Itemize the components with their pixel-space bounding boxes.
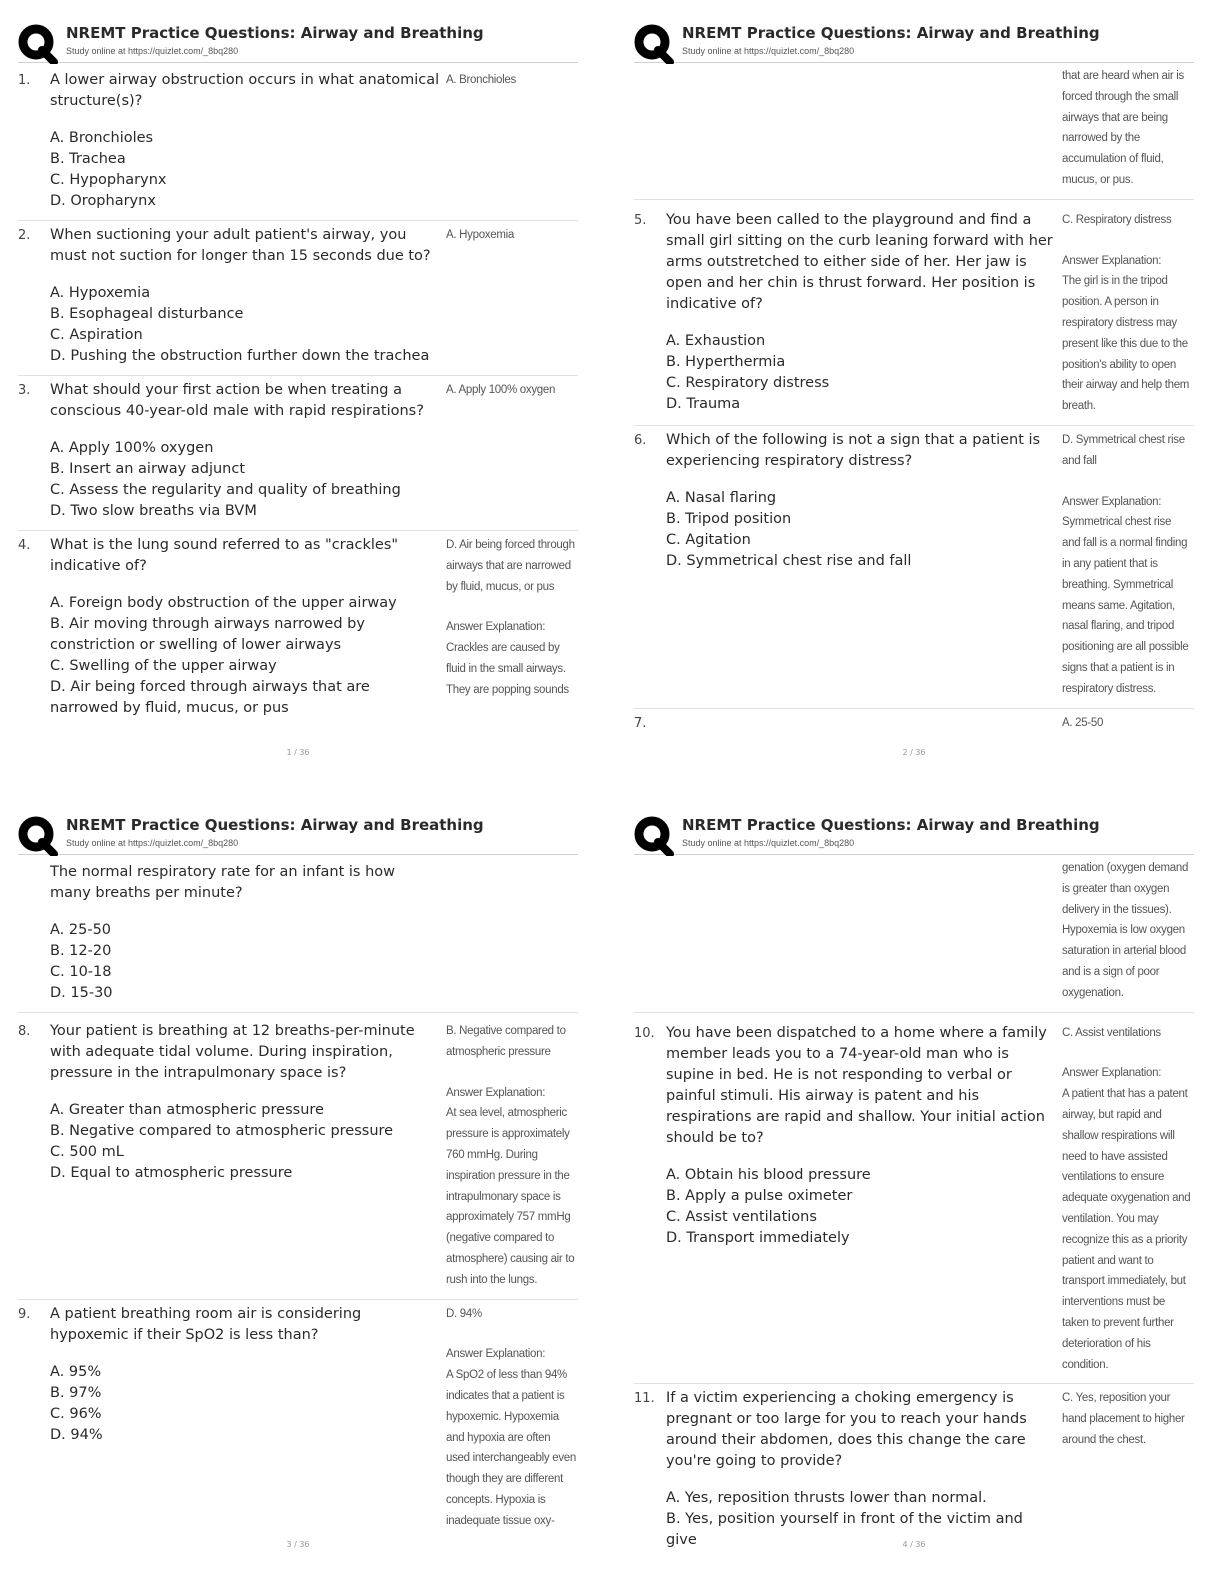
page-header bbox=[18, 810, 578, 855]
question-number: 4. bbox=[18, 538, 31, 553]
question-number: 1. bbox=[18, 73, 31, 88]
continued-explanation-row bbox=[634, 66, 1194, 200]
answer: D. Symmetrical chest rise and fall bbox=[1062, 433, 1185, 467]
choice: D. 15-30 bbox=[50, 985, 113, 1001]
page-3 bbox=[18, 810, 600, 1570]
choice: A. 95% bbox=[50, 1363, 102, 1380]
study-link[interactable]: Study online at https://quizlet.com/_8bq280 bbox=[66, 838, 239, 848]
question-text: A patient breathing room air is considering hypoxemic if their SpO2 is less than? bbox=[50, 1305, 362, 1343]
page-2 bbox=[634, 18, 1216, 778]
choice: B. Hyperthermia bbox=[666, 353, 786, 370]
answer-explanation-label: Answer Explanation: bbox=[446, 1348, 546, 1361]
choice: B. Trachea bbox=[50, 151, 126, 167]
question-text: What is the lung sound referred to as "crackles" indicative of? bbox=[50, 537, 399, 574]
choice: C. Agitation bbox=[666, 531, 751, 548]
answer: B. Negative compared to atmospheric pressure bbox=[446, 1025, 566, 1058]
answer: A. Apply 100% oxygen bbox=[446, 384, 556, 396]
answer-explanation-label: Answer Explanation: bbox=[1062, 1067, 1162, 1080]
answer-explanation: Crackles are caused by fluid in the small airways. They are popping sounds bbox=[446, 642, 569, 696]
choice: B. Esophageal disturbance bbox=[50, 306, 244, 322]
choice: C. Assist ventilations bbox=[666, 1208, 817, 1225]
answer-explanation: Symmetrical chest rise and fall is a normal finding in any patient that is breathing. Symmetrical means same. Agitation, nasal flaring, and tripod positioning are all possible signs that a patient is in respiratory distress. bbox=[1062, 516, 1189, 695]
choice: A. Apply 100% oxygen bbox=[50, 440, 214, 456]
page-header bbox=[634, 810, 1194, 855]
study-link[interactable]: Study online at https://quizlet.com/_8bq280 bbox=[66, 46, 239, 56]
answer-explanation: The girl is in the tripod position. A person in respiratory distress may present like this due to the position's ability to open their airway and help them breath. bbox=[1062, 275, 1190, 413]
choice: B. Insert an airway adjunct bbox=[50, 461, 246, 477]
page-number: 3 / 36 bbox=[286, 1540, 310, 1549]
choice: C. Aspiration bbox=[50, 327, 143, 343]
question-row bbox=[634, 426, 1194, 709]
answer: C. Respiratory distress bbox=[1062, 213, 1172, 226]
choice: B. 12-20 bbox=[50, 943, 112, 959]
choice: B. Air moving through airways narrowed by constriction or swelling of lower airways bbox=[50, 616, 365, 653]
choice: B. Tripod position bbox=[666, 510, 792, 527]
answer: A. 25-50 bbox=[1062, 716, 1104, 729]
choice: A. Yes, reposition thrusts lower than normal. bbox=[666, 1490, 987, 1507]
question-number: 10. bbox=[634, 1025, 655, 1041]
answer: A. Hypoxemia bbox=[446, 229, 514, 241]
choice: C. Hypopharynx bbox=[50, 172, 167, 188]
quizlet-logo-icon bbox=[18, 816, 58, 856]
page-number: 2 / 36 bbox=[902, 748, 926, 757]
choice: D. Pushing the obstruction further down the trachea bbox=[50, 348, 430, 364]
choice: C. Assess the regularity and quality of breathing bbox=[50, 482, 401, 498]
question-row bbox=[634, 1013, 1194, 1385]
answer: D. 94% bbox=[446, 1307, 482, 1320]
question-number: 9. bbox=[18, 1306, 31, 1322]
question-row bbox=[634, 1384, 1194, 1559]
choice: B. Apply a pulse oximeter bbox=[666, 1187, 853, 1204]
choice: D. Two slow breaths via BVM bbox=[50, 503, 257, 519]
choice: A. 25-50 bbox=[50, 922, 112, 938]
doc-title: NREMT Practice Questions: Airway and Breathing bbox=[682, 24, 1100, 42]
doc-title: NREMT Practice Questions: Airway and Breathing bbox=[66, 24, 484, 42]
page-4 bbox=[634, 810, 1216, 1570]
choice: A. Foreign body obstruction of the upper airway bbox=[50, 595, 397, 611]
question-row bbox=[18, 1013, 578, 1300]
choice: B. 97% bbox=[50, 1384, 102, 1401]
page-1 bbox=[18, 18, 600, 778]
choice: D. 94% bbox=[50, 1426, 103, 1443]
question-number: 3. bbox=[18, 383, 31, 398]
answer-explanation-label: Answer Explanation: bbox=[1062, 495, 1162, 508]
choice: D. Trauma bbox=[666, 395, 741, 412]
doc-title: NREMT Practice Questions: Airway and Breathing bbox=[682, 816, 1100, 834]
choice: A. Hypoxemia bbox=[50, 285, 151, 301]
question-row bbox=[18, 66, 578, 221]
choice: A. Bronchioles bbox=[50, 130, 154, 146]
quizlet-logo-icon bbox=[634, 816, 674, 856]
answer-explanation: At sea level, atmospheric pressure is approximately 760 mmHg. During inspiration pressure in the intrapulmonary space is approximately 757 mmHg (negative compared to atmosphere) causing air to rush into the lungs. bbox=[446, 1107, 575, 1286]
quizlet-logo-icon bbox=[634, 24, 674, 64]
answer: C. Assist ventilations bbox=[1062, 1026, 1161, 1039]
doc-title: NREMT Practice Questions: Airway and Breathing bbox=[66, 816, 484, 834]
question-row bbox=[18, 531, 578, 727]
page-number: 4 / 36 bbox=[902, 1540, 926, 1549]
choice: A. Exhaustion bbox=[666, 332, 766, 349]
question-text: Which of the following is not a sign that a patient is experiencing respiratory distress? bbox=[666, 431, 1041, 469]
choice: C. 96% bbox=[50, 1405, 102, 1422]
question-row bbox=[18, 1300, 578, 1540]
choice: C. Swelling of the upper airway bbox=[50, 658, 277, 674]
choice: D. Transport immediately bbox=[666, 1229, 850, 1246]
question-text: What should your first action be when treating a conscious 40-year-old male with rapid respirations? bbox=[50, 382, 424, 419]
question-number: 7. bbox=[634, 715, 647, 731]
question-text: If a victim experiencing a choking emergency is pregnant or too large for you to reach your hands around their abdomen, does this change the care you're going to provide? bbox=[666, 1390, 1027, 1470]
question-number: 11. bbox=[634, 1391, 655, 1407]
choice: D. Equal to atmospheric pressure bbox=[50, 1165, 293, 1181]
question-row bbox=[18, 376, 578, 531]
quizlet-logo-icon bbox=[18, 24, 58, 64]
answer-explanation-label: Answer Explanation: bbox=[446, 1086, 546, 1099]
choice: A. Obtain his blood pressure bbox=[666, 1166, 871, 1183]
choice: C. 500 mL bbox=[50, 1144, 124, 1160]
question-number: 2. bbox=[18, 228, 31, 243]
answer-explanation-label: Answer Explanation: bbox=[1062, 254, 1162, 267]
question-number: 8. bbox=[18, 1024, 31, 1039]
study-link[interactable]: Study online at https://quizlet.com/_8bq280 bbox=[682, 46, 855, 56]
page-number: 1 / 36 bbox=[286, 748, 310, 757]
question-row bbox=[634, 709, 1194, 742]
choice: C. Respiratory distress bbox=[666, 374, 830, 391]
choice: D. Symmetrical chest rise and fall bbox=[666, 552, 912, 569]
answer-explanation: A patient that has a patent airway, but rapid and shallow respirations will need to have assisted ventilations to ensure adequate oxygenation and ventilation. You may recognize this as a priority patient and want to transport immediately, but interventions must be taken to prevent further deterioration of his condition. bbox=[1062, 1088, 1191, 1371]
page-header bbox=[634, 18, 1194, 63]
choice: D. Air being forced through airways that are narrowed by fluid, mucus, or pus bbox=[50, 679, 370, 716]
answer-explanation: A SpO2 of less than 94% indicates that a patient is hypoxemic. Hypoxemia and hypoxia are often used interchangeably even though they are different concepts. Hypoxia is inadequate tissue oxy- bbox=[446, 1369, 576, 1527]
answer: D. Air being forced through airways that are narrowed by fluid, mucus, or pus bbox=[446, 539, 575, 593]
answer-explanation: genation (oxygen demand is greater than oxygen delivery in the tissues). Hypoxemia is low oxygen saturation in arterial blood and is a sign of poor oxygenation. bbox=[1062, 862, 1189, 999]
page-header bbox=[18, 18, 578, 63]
question-text: When suctioning your adult patient's airway, you must not suction for longer than 15 seconds due to? bbox=[50, 227, 431, 264]
question-number: 6. bbox=[634, 432, 647, 448]
question-number: 5. bbox=[634, 212, 647, 228]
choice: D. Oropharynx bbox=[50, 193, 156, 209]
question-text: The normal respiratory rate for an infant is how many breaths per minute? bbox=[50, 864, 395, 901]
choice: C. 10-18 bbox=[50, 964, 112, 980]
choice: A. Nasal flaring bbox=[666, 489, 777, 506]
continued-question-row bbox=[18, 858, 578, 1013]
question-row bbox=[634, 200, 1194, 426]
study-link[interactable]: Study online at https://quizlet.com/_8bq280 bbox=[682, 838, 855, 848]
question-text: You have been called to the playground and find a small girl sitting on the curb leaning forward with her arms outstretched to either side of her. Her jaw is open and her chin is thrust forward. Her position is indicative of? bbox=[666, 211, 1053, 312]
question-text: Your patient is breathing at 12 breaths-per-minute with adequate tidal volume. During inspiration, pressure in the intrapulmonary space is? bbox=[50, 1023, 415, 1081]
question-text: A lower airway obstruction occurs in what anatomical structure(s)? bbox=[50, 72, 440, 109]
answer: C. Yes, reposition your hand placement to higher around the chest. bbox=[1062, 1392, 1185, 1446]
answer: A. Bronchioles bbox=[446, 74, 516, 86]
question-row bbox=[18, 221, 578, 376]
question-text: You have been dispatched to a home where a family member leads you to a 74-year-old man who is supine in bed. He is not responding to verbal or painful stimuli. His airway is patent and his respirations are rapid and shallow. Your initial action should be to? bbox=[666, 1024, 1047, 1146]
answer-explanation-label: Answer Explanation: bbox=[446, 621, 546, 634]
continued-explanation-row bbox=[634, 858, 1194, 1013]
choice: B. Yes, position yourself in front of the victim and give bbox=[666, 1511, 1023, 1549]
answer-explanation: that are heard when air is forced through the small airways that are being narrowed by the accumulation of fluid, mucus, or pus. bbox=[1062, 70, 1184, 186]
choice: A. Greater than atmospheric pressure bbox=[50, 1102, 324, 1118]
choice: B. Negative compared to atmospheric pressure bbox=[50, 1123, 394, 1139]
